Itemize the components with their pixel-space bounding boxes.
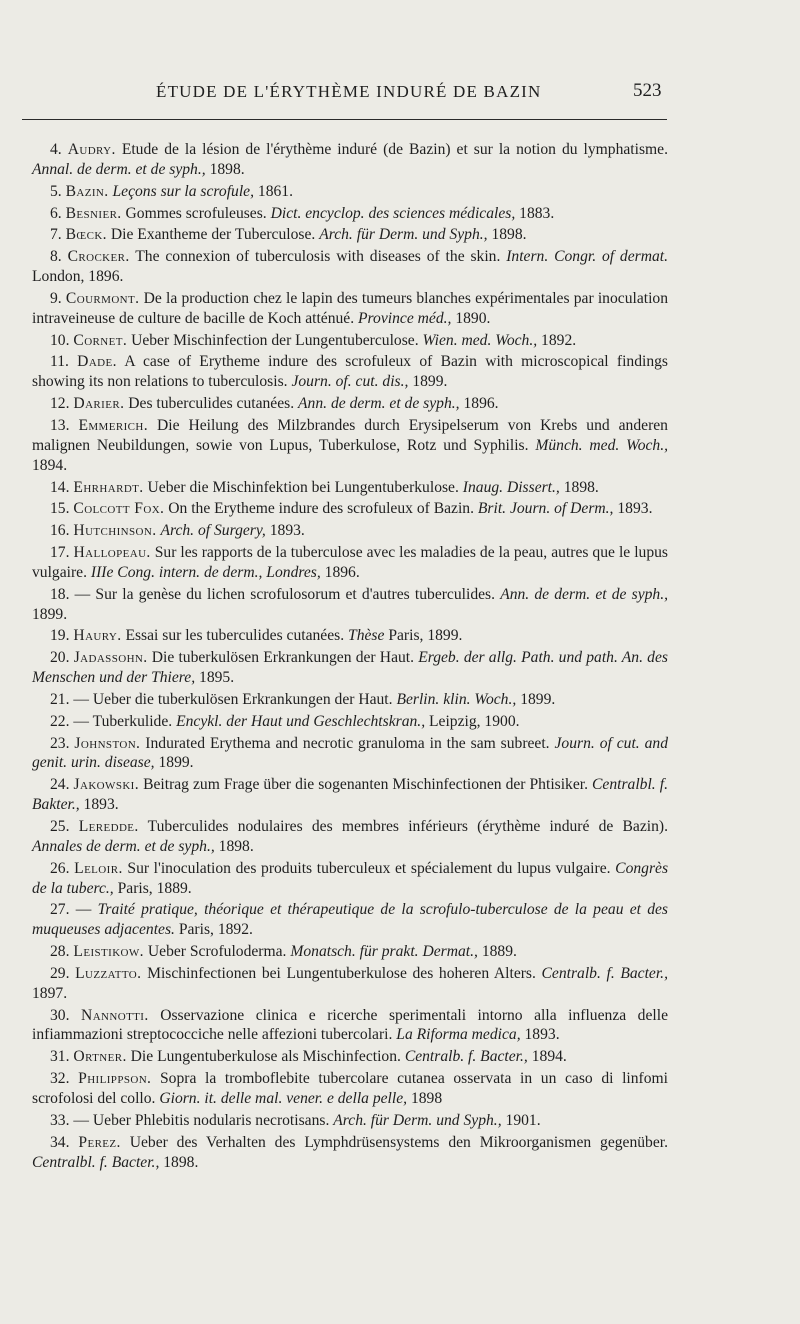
reference-entry: [32, 690, 668, 710]
reference-entry: [32, 182, 668, 202]
reference-text: — Tuberkulide.: [73, 712, 173, 730]
reference-publication: Centralbl. f. Bacter.,: [32, 1153, 160, 1171]
reference-text: Die Lungentuberkulose als Mischinfection.: [130, 1048, 401, 1066]
reference-publication: Ann. de derm. et de syph.,: [298, 395, 460, 413]
reference-date: 1898: [410, 1089, 443, 1107]
reference-number: 20.: [50, 649, 70, 667]
reference-publication: Congrès de la tuberc.,: [32, 859, 669, 897]
reference-publication: Annales de derm. et de syph.,: [32, 837, 215, 855]
reference-publication: Arch. für Derm. und Syph.,: [333, 1111, 502, 1129]
reference-date: 1898.: [218, 837, 254, 855]
reference-entry: [32, 817, 668, 857]
reference-text: Ueber Scrofuloderma.: [147, 943, 287, 961]
reference-text: The connexion of tuberculosis with diseases of the skin.: [135, 248, 501, 266]
reference-author: Darier.: [73, 395, 125, 413]
reference-text: — Sur la genèse du lichen scrofulosorum et d'autres tuberculides.: [74, 585, 496, 603]
reference-date: 1893.: [83, 796, 119, 814]
reference-publication: Centralbl. f. Bakter.,: [32, 776, 668, 814]
reference-author: Nannotti.: [81, 1006, 149, 1024]
reference-text: A case of Erytheme indure des scrofuleux of Bazin with microscopical findings showing its non relations to tuberculosis.: [32, 353, 668, 391]
reference-text: Sur les rapports de la tuberculose avec les maladies de la peau, autres que le lupus vulgaire.: [32, 544, 668, 581]
reference-entry: [32, 331, 668, 351]
reference-number: 22.: [50, 712, 70, 730]
reference-list: [32, 140, 668, 1174]
reference-publication: Province méd.,: [358, 309, 452, 327]
reference-text: On the Erytheme indure des scrofuleux of Bazin.: [168, 500, 474, 518]
reference-number: 29.: [50, 964, 70, 982]
reference-entry: [32, 499, 668, 519]
reference-text: Die tuberkulösen Erkrankungen der Haut.: [151, 649, 415, 667]
running-title: ÉTUDE DE L'ÉRYTHÈME INDURÉ DE BAZIN: [156, 82, 542, 101]
reference-author: Johnston.: [74, 734, 141, 752]
reference-author: Jadassohn.: [73, 649, 148, 667]
reference-text: De la production chez le lapin des tumeurs blanches expérimentales par inoculation intraveineuse de culture de bacille de Koch atténué.: [32, 289, 668, 327]
reference-date: 1895.: [199, 669, 235, 687]
reference-publication: Dict. encyclop. des sciences médicales,: [270, 204, 516, 222]
reference-number: 28.: [50, 943, 70, 961]
reference-number: 21.: [50, 690, 70, 708]
reference-entry: [32, 247, 668, 287]
reference-date: 1901.: [505, 1111, 541, 1129]
reference-author: Colcott Fox.: [73, 500, 165, 518]
reference-number: 19.: [50, 627, 70, 645]
running-header: [0, 82, 800, 108]
reference-author: Dade.: [77, 353, 117, 371]
reference-number: 33.: [50, 1111, 70, 1129]
reference-publication: Encykl. der Haut und Geschlechtskran.,: [176, 712, 426, 730]
reference-text: Die Heilung des Milzbrandes durch Erysipelserum von Krebs und anderen malignen Neubildungen, sowie von Lupus, Tuberkulose, Rotz und Syphilis.: [32, 416, 668, 454]
reference-number: 26.: [50, 859, 70, 877]
reference-date: 1896.: [463, 395, 499, 413]
reference-date: 1892.: [541, 331, 577, 349]
reference-entry: [32, 859, 668, 899]
reference-text: Beitrag zum Frage über die sogenanten Mischinfectionen der Phtisiker.: [143, 776, 588, 794]
reference-entry: [32, 712, 668, 732]
reference-text: Etude de la lésion de l'érythème induré (de Bazin) et sur la notion du lymphatisme.: [121, 141, 668, 158]
reference-entry: [32, 289, 668, 329]
reference-author: Hutchinson.: [73, 522, 157, 540]
reference-date: 1898.: [209, 160, 245, 178]
header-rule: [22, 119, 667, 120]
reference-entry: [32, 521, 668, 541]
reference-author: Cornet.: [73, 331, 128, 349]
reference-number: 16.: [50, 522, 70, 540]
reference-number: 12.: [50, 395, 70, 413]
reference-number: 13.: [50, 416, 70, 434]
reference-text: Gommes scrofuleuses.: [125, 204, 267, 222]
reference-number: 31.: [50, 1048, 70, 1066]
reference-entry: [32, 543, 668, 583]
reference-author: Bœck.: [65, 226, 107, 244]
reference-publication: Annal. de derm. et de syph.,: [32, 160, 206, 178]
reference-entry: [32, 204, 668, 224]
reference-author: Luzzatto.: [75, 964, 142, 982]
reference-date: 1896.: [324, 563, 360, 581]
reference-number: 15.: [50, 500, 70, 518]
reference-author: Leistikow.: [73, 943, 144, 961]
reference-text: Indurated Erythema and necrotic granuloma in the sam subreet.: [145, 734, 550, 752]
reference-author: Courmont.: [65, 289, 140, 307]
reference-date: 1883.: [519, 204, 555, 222]
reference-text: —: [75, 901, 92, 919]
reference-date: Paris, 1889.: [117, 879, 192, 897]
reference-date: 1894.: [32, 456, 68, 474]
reference-date: Paris, 1892.: [178, 921, 253, 939]
reference-publication: Münch. med. Woch.,: [535, 436, 669, 454]
reference-entry: [32, 775, 668, 815]
reference-publication: Intern. Congr. of dermat.: [506, 248, 669, 266]
reference-date: 1899.: [520, 690, 556, 708]
reference-number: 32.: [50, 1070, 70, 1088]
reference-entry: [32, 1133, 668, 1173]
reference-publication: Berlin. klin. Woch.,: [396, 690, 517, 708]
reference-publication: Giorn. it. delle mal. vener. e della pelle,: [159, 1089, 408, 1107]
reference-number: 9.: [50, 289, 62, 307]
reference-publication: Inaug. Dissert.,: [462, 478, 560, 496]
reference-publication: Wien. med. Woch.,: [422, 331, 538, 349]
reference-date: 1898.: [163, 1153, 199, 1171]
reference-author: Leredde.: [78, 818, 139, 835]
reference-date: 1893.: [617, 500, 653, 518]
reference-entry: [32, 964, 668, 1004]
reference-publication: Arch. für Derm. und Syph.,: [319, 226, 488, 244]
reference-date: 1899.: [158, 754, 194, 772]
reference-text: Ueber die Mischinfektion bei Lungentuberkulose.: [147, 478, 459, 496]
reference-number: 11.: [50, 353, 69, 371]
reference-publication: Arch. of Surgery,: [160, 522, 266, 540]
reference-date: 1861.: [257, 182, 293, 200]
reference-publication: Traité pratique, théorique et thérapeutique de la scrofulo-tuberculose de la peau et des muqueuses adjacentes.: [32, 901, 669, 939]
reference-number: 10.: [50, 331, 70, 349]
reference-number: 18.: [50, 585, 70, 603]
reference-publication: La Riforma medica,: [396, 1026, 521, 1044]
reference-date: 1889.: [481, 943, 517, 961]
reference-text: Sur l'inoculation des produits tuberculeux et spécialement du lupus vulgaire.: [127, 859, 611, 877]
reference-author: Besnier.: [65, 204, 122, 222]
reference-publication: Centralb. f. Bacter.,: [541, 964, 668, 982]
reference-entry: [32, 225, 668, 245]
reference-number: 5.: [50, 182, 62, 200]
reference-date: 1897.: [32, 984, 68, 1002]
reference-publication: Journ. of. cut. dis.,: [291, 373, 409, 391]
reference-text: Ueber des Verhalten des Lymphdrüsensystems den Mikroorganismen gegenüber.: [129, 1133, 669, 1151]
reference-author: Philippson.: [78, 1070, 152, 1088]
reference-entry: [32, 585, 668, 625]
reference-author: Ortner.: [73, 1048, 127, 1066]
reference-entry: [32, 478, 668, 498]
reference-date: 1893.: [524, 1026, 560, 1044]
reference-entry: [32, 140, 668, 180]
reference-date: 1898.: [563, 478, 599, 496]
reference-entry: [32, 942, 668, 962]
reference-text: Des tuberculides cutanées.: [128, 395, 295, 413]
reference-author: Leloir.: [74, 859, 123, 877]
reference-text: Tuberculides nodulaires des membres inférieurs (érythème induré de Bazin).: [147, 818, 668, 835]
reference-text: Ueber Mischinfection der Lungentuberculose.: [131, 331, 419, 349]
reference-number: 14.: [50, 478, 70, 496]
reference-entry: [32, 416, 668, 476]
reference-entry: [32, 734, 668, 774]
reference-author: Jakowski.: [73, 776, 140, 794]
reference-date: 1890.: [455, 309, 491, 327]
reference-entry: [32, 1111, 668, 1131]
reference-number: 8.: [50, 248, 62, 266]
reference-publication: IIIe Cong. intern. de derm., Londres,: [90, 563, 321, 581]
reference-entry: [32, 1069, 668, 1109]
reference-author: Audry.: [67, 141, 116, 158]
reference-date: 1893.: [269, 522, 305, 540]
reference-publication: Monatsch. für prakt. Dermat.,: [290, 943, 478, 961]
reference-text: — Ueber die tuberkulösen Erkrankungen der Haut.: [73, 690, 393, 708]
reference-entry: [32, 1006, 668, 1046]
reference-text: Die Exantheme der Tuberculose.: [110, 226, 316, 244]
reference-publication: Journ. of cut. and genit. urin. disease,: [32, 734, 668, 772]
reference-text: Sopra la tromboflebite tubercolare cutanea osservata in un caso di linfomi scrofolosi del collo.: [32, 1070, 668, 1107]
reference-author: Bazin.: [65, 182, 109, 200]
reference-entry: [32, 648, 668, 688]
reference-entry: [32, 626, 668, 646]
reference-number: 34.: [50, 1133, 70, 1151]
reference-text: Osservazione clinica e ricerche sperimentali intorno alla influenza delle infiammazioni streptococciche nelle affezioni tubercolari.: [32, 1006, 668, 1044]
reference-number: 24.: [50, 776, 70, 794]
reference-author: Emmerich.: [78, 416, 149, 434]
reference-date: 1898.: [491, 226, 527, 244]
reference-number: 23.: [50, 734, 70, 752]
reference-number: 27.: [50, 901, 70, 919]
reference-text: — Ueber Phlebitis nodularis necrotisans.: [73, 1111, 330, 1129]
page-number: 523: [633, 80, 662, 101]
reference-publication: Brit. Journ. of Derm.,: [477, 500, 614, 518]
reference-author: Haury.: [73, 627, 122, 645]
reference-author: Ehrhardt.: [73, 478, 144, 496]
reference-number: 25.: [50, 818, 70, 835]
reference-date: 1899.: [412, 373, 448, 391]
reference-author: Hallopeau.: [73, 544, 151, 562]
reference-publication: Centralb. f. Bacter.,: [404, 1048, 528, 1066]
reference-publication: Leçons sur la scrofule,: [112, 182, 254, 200]
reference-number: 7.: [50, 226, 62, 244]
reference-date: Paris, 1899.: [388, 627, 463, 645]
reference-number: 17.: [50, 544, 70, 562]
reference-number: 6.: [50, 204, 62, 222]
reference-publication: Ann. de derm. et de syph.,: [500, 585, 669, 603]
reference-entry: [32, 1047, 668, 1067]
reference-date: 1899.: [32, 605, 68, 623]
reference-number: 30.: [50, 1006, 70, 1024]
reference-publication: Thèse: [348, 627, 385, 645]
reference-author: Crocker.: [67, 248, 130, 266]
reference-number: 4.: [50, 141, 62, 158]
reference-entry: [32, 352, 668, 392]
reference-text: Essai sur les tuberculides cutanées.: [125, 627, 345, 645]
reference-publication: Ergeb. der allg. Path. und path. An. des Menschen und der Thiere,: [32, 649, 668, 687]
reference-date: London, 1896.: [32, 268, 124, 286]
reference-date: Leipzig, 1900.: [429, 712, 520, 730]
reference-text: Mischinfectionen bei Lungentuberkulose des hoheren Alters.: [147, 964, 536, 982]
reference-author: Perez.: [78, 1133, 121, 1151]
reference-entry: [32, 394, 668, 414]
reference-date: 1894.: [531, 1048, 567, 1066]
reference-entry: [32, 900, 668, 940]
